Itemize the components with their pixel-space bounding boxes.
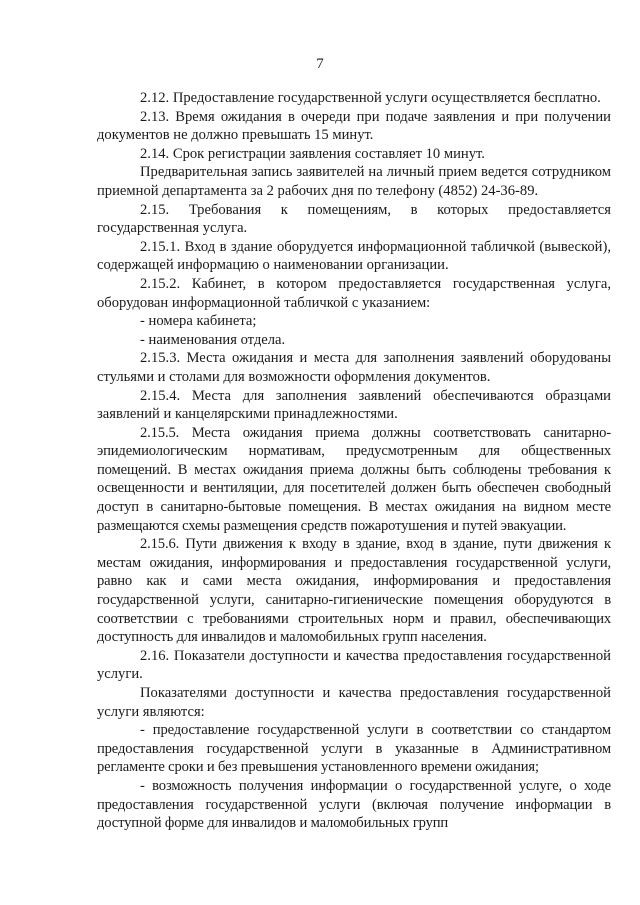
paragraph-2-14: 2.14. Срок регистрации заявления составляет 10 минут.	[140, 145, 485, 162]
paragraph-2-15: 2.15. Требования к помещениям, в которых предоставляется государственная услуга.	[97, 201, 611, 237]
paragraph-2-16: 2.16. Показатели доступности и качества предоставления государственной услуги.	[97, 647, 611, 683]
paragraph-indicator-information: - возможность получения информации о государственной услуге, о ходе предоставления государственной услуги (включая получение информации в доступной форме для инвалидов и маломобильных групп	[97, 777, 611, 832]
paragraph-2-15-6: 2.15.6. Пути движения к входу в здание, вход в здание, пути движения к местам ожидания, информирования и предоставления государственной услуги, равно как и сами места ожидания, информирования и предоставления государственной услуги, санитарно-гигиенические помещения оборудуются в соответствии с требованиями строительных норм и правил, обеспечивающих доступность для инвалидов и маломобильных групп населения.	[97, 536, 611, 646]
paragraph-2-13: 2.13. Время ожидания в очереди при подаче заявления и при получении документов не должно превышать 15 минут.	[97, 108, 611, 144]
paragraph-2-15-3: 2.15.3. Места ожидания и места для заполнения заявлений оборудованы стульями и столами для возможности оформления документов.	[97, 350, 611, 385]
paragraph-preliminary-record: Предварительная запись заявителей на личный прием ведется сотрудником приемной департамента за 2 рабочих дня по телефону (4852) 24-36-89.	[97, 164, 611, 199]
paragraph-2-15-2: 2.15.2. Кабинет, в котором предоставляется государственная услуга, оборудован информационной табличкой с указанием:	[97, 275, 611, 311]
paragraph-2-15-1: 2.15.1. Вход в здание оборудуется информационной табличкой (вывеской), содержащей информацию о наименовании организации.	[97, 238, 611, 274]
paragraph-indicators-intro: Показателями доступности и качества предоставления государственной услуги являются:	[97, 685, 611, 720]
paragraph-2-12: 2.12. Предоставление государственной услуги осуществляется бесплатно.	[140, 90, 601, 106]
list-item-room-number: - номера кабинета;	[140, 313, 257, 330]
paragraph-2-15-5: 2.15.5. Места ожидания приема должны соответствовать санитарно-эпидемиологическим нормативам, предусмотренным для общественных помещений. В местах ожидания приема должны быть соблюдены требования к освещенности и вентиляции, для посетителей должен быть обеспечен свободный доступ в санитарно-бытовые помещения. В местах ожидания на видном месте размещаются схемы размещения средств пожаротушения и путей эвакуации.	[97, 424, 611, 534]
paragraph-2-15-4: 2.15.4. Места для заполнения заявлений обеспечиваются образцами заявлений и канцелярскими принадлежностями.	[97, 387, 611, 423]
document-body	[97, 89, 611, 833]
paragraph-indicator-standard: - предоставление государственной услуги в соответствии со стандартом предоставления государственной услуги в указанные в Административном регламенте сроки и без превышения установленного времени ожидания;	[97, 722, 611, 776]
page-number: 7	[316, 56, 324, 72]
list-item-department-name: - наименования отдела.	[140, 331, 286, 348]
